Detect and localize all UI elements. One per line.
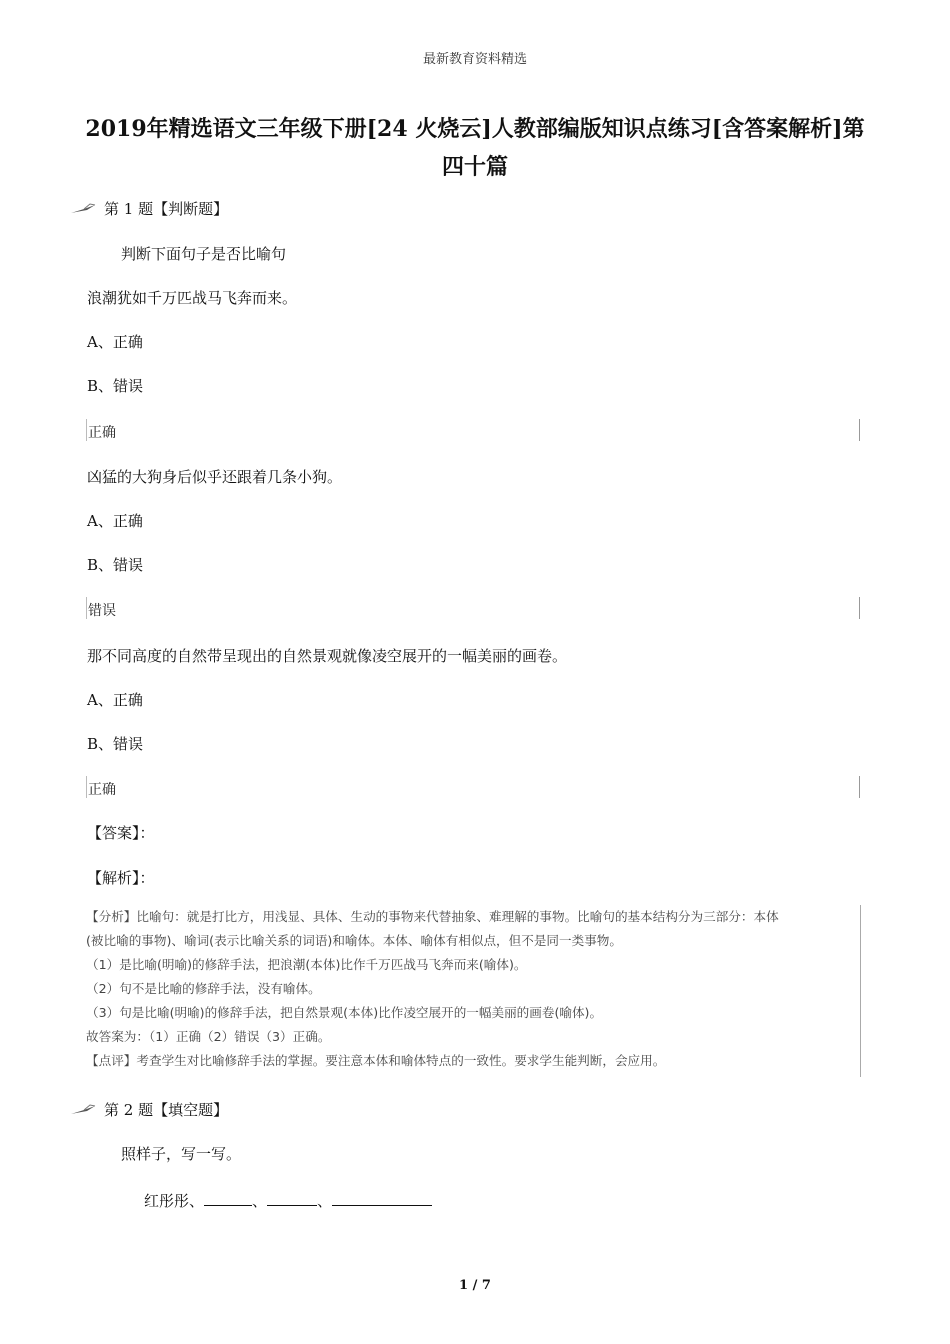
page-header: 最新教育资料精选 [422,52,527,67]
item-2-option-a: A、正确 [87,512,143,530]
item-1-answer: 正确 [88,425,116,441]
separator: 、 [252,1192,268,1210]
example-word: 红彤彤、 [144,1192,205,1210]
answer-bar-right [859,776,860,798]
analysis-line: （2）句不是比喻的修辞手法，没有喻体。 [86,981,321,996]
item-2-answer: 错误 [88,603,116,619]
question-2-title: 第 2 题【填空题】 [104,1101,229,1119]
item-2-option-b: B、错误 [87,556,144,574]
analysis-line: (被比喻的事物)、喻词(表示比喻关系的词语)和喻体。本体、喻体有相似点，但不是同一类事物。 [86,933,622,948]
question-1-prompt: 判断下面句子是否比喻句 [121,245,287,263]
answer-label: 【答案】： [87,824,155,842]
quill-icon [70,1103,96,1117]
title-line-2: 四十篇 [441,154,508,180]
blank-3[interactable] [332,1191,432,1206]
item-3-option-b: B、错误 [87,735,144,753]
quill-icon [70,202,96,216]
item-1-option-a: A、正确 [87,333,143,351]
item-3-option-a: A、正确 [87,691,143,709]
answer-bar-left [86,419,87,441]
question-1-heading [70,198,228,219]
question-1-title: 第 1 题【判断题】 [104,200,229,218]
title-line-1: 2019年精选语文三年级下册[24 火烧云]人教部编版知识点练习[含答案解析]第 [85,116,865,142]
analysis-box [86,905,861,1077]
answer-bar-right [859,419,860,441]
answer-bar-right [859,597,860,619]
fill-in-row [144,1190,432,1211]
analysis-line: 故答案为：（1）正确（2）错误（3）正确。 [86,1029,331,1044]
item-1-option-b: B、错误 [87,377,144,395]
item-2-sentence: 凶猛的大狗身后似乎还跟着几条小狗。 [87,468,343,486]
page-number: 1 / 7 [459,1278,491,1293]
answer-bar-left [86,597,87,619]
separator: 、 [317,1192,333,1210]
blank-2[interactable] [267,1191,317,1206]
analysis-label: 【解析】： [87,869,155,887]
item-3-answer: 正确 [88,782,116,798]
item-3-sentence: 那不同高度的自然带呈现出的自然景观就像凌空展开的一幅美丽的画卷。 [87,647,568,665]
analysis-line: 【点评】考查学生对比喻修辞手法的掌握。要注意本体和喻体特点的一致性。要求学生能判断，会应用。 [86,1053,666,1068]
analysis-line: （3）句是比喻(明喻)的修辞手法，把自然景观(本体)比作凌空展开的一幅美丽的画卷(喻体)。 [86,1005,603,1020]
question-2-heading [70,1099,228,1120]
analysis-line: （1）是比喻(明喻)的修辞手法，把浪潮(本体)比作千万匹战马飞奔而来(喻体)。 [86,957,527,972]
question-2-prompt: 照样子，写一写。 [121,1145,242,1163]
page-title [80,110,870,186]
item-1-sentence: 浪潮犹如千万匹战马飞奔而来。 [87,289,298,307]
analysis-line: 【分析】比喻句：就是打比方，用浅显、具体、生动的事物来代替抽象、难理解的事物。比喻句的基本结构分为三部分：本体 [86,909,779,924]
blank-1[interactable] [204,1191,252,1206]
answer-bar-left [86,776,87,798]
